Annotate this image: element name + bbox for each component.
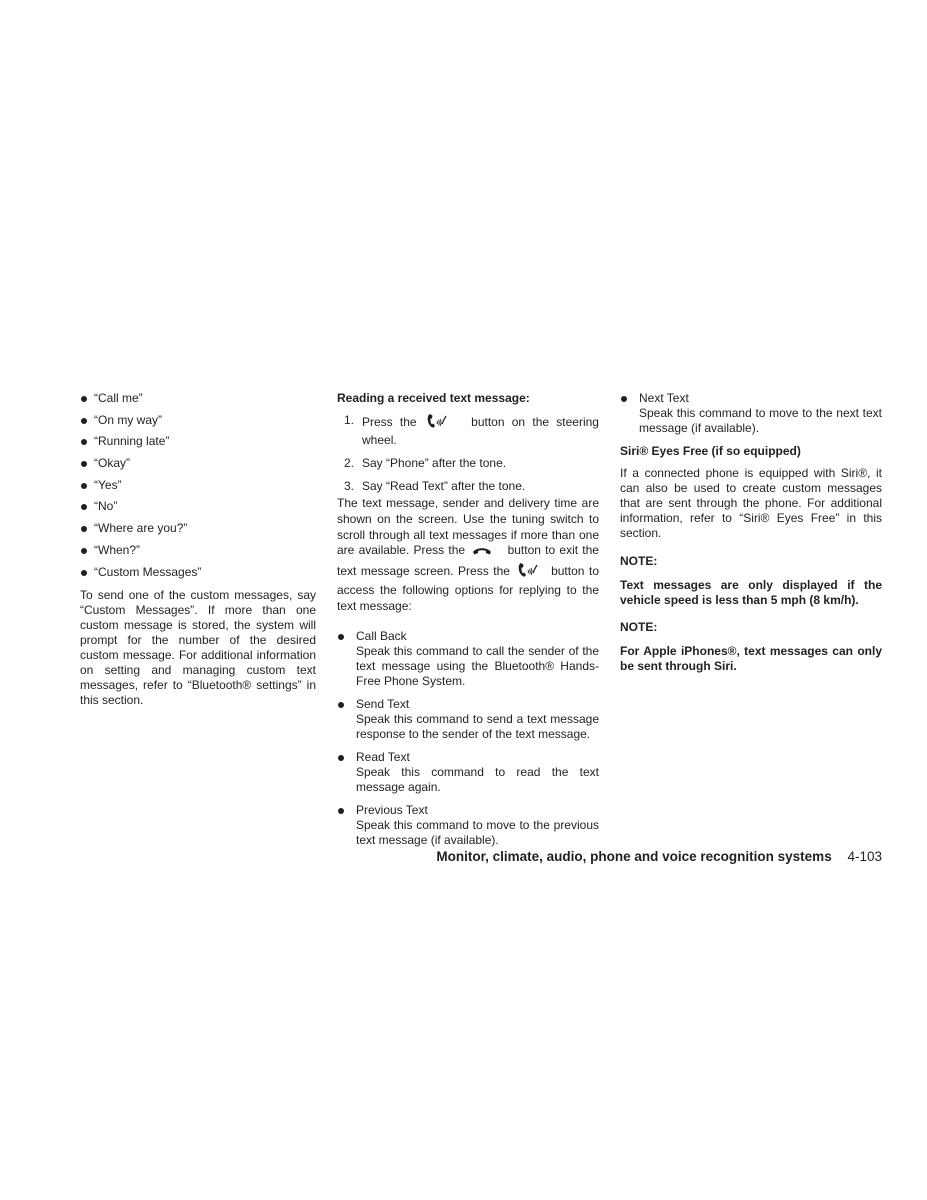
step-text: Say “Read Text” after the tone. [362,479,526,493]
step-text: Say “Phone” after the tone. [362,456,507,470]
list-item [337,697,599,742]
list-item: “When?” [80,543,316,558]
step-item [337,479,599,494]
option-title: Read Text [356,749,410,764]
option-title: Call Back [356,628,407,643]
list-item [337,629,599,689]
paragraph-part: button to access the following options for replying to the text message: [337,564,599,613]
option-title: Next Text [639,391,689,405]
note-label: NOTE: [620,620,658,634]
section-heading: Reading a received text message: [337,391,530,405]
list-item: “Call me” [80,391,316,406]
middle-column [337,391,599,856]
list-item: “Okay” [80,456,316,471]
list-item [337,750,599,795]
list-item: “Running late” [80,434,316,449]
phone-talk-icon [426,413,448,433]
paragraph-part: The text message, sender and delivery time are shown on the screen. Use the tuning switch to scroll through all text messages if more than one are available. Press the [337,496,599,558]
step-number: 1. [344,413,355,427]
option-description: Speak this command to send a text message response to the sender of the text message. [356,711,599,741]
page-footer [436,849,882,864]
step-text-before: Press the [362,415,417,429]
list-item: “No” [80,499,316,514]
note-text: For Apple iPhones®, text messages can only be sent through Siri. [620,644,882,673]
text-message-screen-paragraph [337,496,599,615]
preset-message-list [80,391,316,580]
reply-options-list [337,629,599,848]
step-item [337,413,599,448]
option-description: Speak this command to read the text message again. [356,764,599,794]
option-description: Speak this command to call the sender of the text message using the Bluetooth® Hands-Free Phone System. [356,643,599,688]
option-title: Previous Text [356,802,428,817]
option-title: Send Text [356,696,410,711]
step-item [337,456,599,471]
list-item: “Yes” [80,478,316,493]
left-column [80,391,316,716]
siri-heading: Siri® Eyes Free (if so equipped) [620,444,801,458]
step-text-after: button on the steering wheel. [362,415,599,447]
note-label: NOTE: [620,554,658,568]
list-item: “Custom Messages” [80,565,316,580]
list-item: “Where are you?” [80,521,316,536]
option-description: Speak this command to move to the next text message (if available). [639,406,882,435]
custom-messages-paragraph: To send one of the custom messages, say “Custom Messages”. If more than one custom message is stored, the system will prompt for the number of the desired custom message. For additional information on setting and managing custom text messages, refer to “Bluetooth® settings” in this section. [80,587,316,707]
phone-talk-icon [517,562,539,583]
paragraph-part: button to exit the text message screen. Press the [337,543,599,579]
list-item [337,803,599,848]
reply-options-list-continued [620,391,882,436]
step-number: 2. [344,456,355,470]
right-column [620,391,882,686]
list-item [620,391,882,436]
siri-paragraph: If a connected phone is equipped with Siri®, it can also be used to create custom messages that are sent through the phone. For additional information, refer to “Siri® Eyes Free” in this section. [620,466,882,540]
note-text: Text messages are only displayed if the vehicle speed is less than 5 mph (8 km/h). [620,578,882,607]
step-number: 3. [344,479,355,493]
section-title: Monitor, climate, audio, phone and voice recognition systems [436,849,832,864]
steps-list [337,413,599,494]
option-description: Speak this command to move to the previous text message (if available). [356,817,599,847]
phone-hangup-icon [471,545,493,562]
list-item: “On my way” [80,413,316,428]
page-number: 4-103 [847,849,882,864]
